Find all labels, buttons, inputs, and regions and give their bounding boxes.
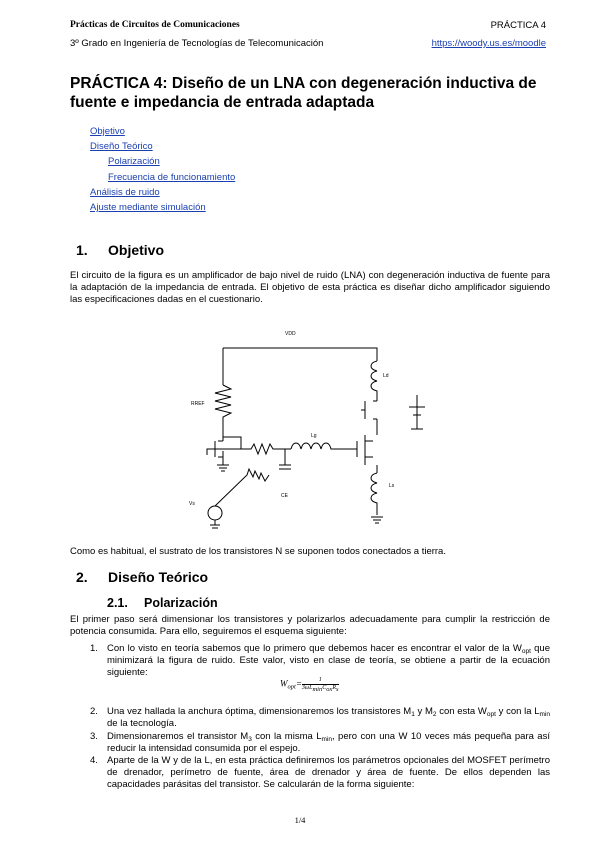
label-ls: Ls <box>389 483 395 489</box>
page-title: PRÁCTICA 4: Diseño de un LNA con degeneración inductiva de fuente e impedancia de entrada adaptada <box>70 75 537 111</box>
label-lg: Lg <box>311 433 317 439</box>
section2-title: Diseño Teórico <box>108 569 209 585</box>
subsection-number: 2.1. <box>107 596 128 610</box>
list-item-number: 1. <box>90 643 98 654</box>
list-item-number: 2. <box>90 706 98 717</box>
list-item-number: 3. <box>90 731 98 742</box>
header-degree: 3º Grado en Ingeniería de Tecnologías de Telecomunicación <box>70 38 324 49</box>
list-item-number: 4. <box>90 755 98 766</box>
header-course: Prácticas de Circuitos de Comunicaciones <box>70 20 240 30</box>
label-vs: Vs <box>189 501 195 507</box>
toc-link-analisis-ruido[interactable]: Análisis de ruido <box>90 186 160 198</box>
header-practice-tag: PRÁCTICA 4 <box>490 20 546 31</box>
section2-paragraph: El primer paso será dimensionar los transistores y polarizarlos adecuadamente para cumplir la restricción de potencia consumida. Para ello, seguiremos el esquema siguiente: <box>70 614 550 638</box>
table-of-contents <box>90 124 235 215</box>
label-ld: Ld <box>383 373 389 379</box>
toc-link-ajuste-simulacion[interactable]: Ajuste mediante simulación <box>90 202 206 214</box>
subsection-title: Polarización <box>144 596 218 610</box>
label-ce: CE <box>281 493 288 499</box>
list-item: Aparte de la W y de la L, en esta práctica definiremos los parámetros opcionales del MOSFET perímetro de drenador, perímetro de fuente, área de drenador y área de fuente. De ellos dependen las capacidades parásitas del transistor. Se calcularán de la forma siguiente: <box>107 755 550 791</box>
section1-title: Objetivo <box>108 242 165 258</box>
figure-caption: Como es habitual, el sustrato de los transistores N se suponen todos conectados a tierra. <box>70 546 446 557</box>
label-rref: RREF <box>191 401 205 407</box>
list-item: Una vez hallada la anchura óptima, dimensionaremos los transistores $M_1$ y $M_2$ con esta $W_{opt}$ y con la $L_{min}$ de la tecnología. <box>107 706 550 730</box>
toc-link-diseno-teorico[interactable]: Diseño Teórico <box>90 141 153 153</box>
section2-number: 2. <box>76 569 88 585</box>
toc-link-frecuencia[interactable]: Frecuencia de funcionamiento <box>108 171 236 183</box>
section1-number: 1. <box>76 242 88 258</box>
section1-paragraph: El circuito de la figura es un amplificador de bajo nivel de ruido (LNA) con degeneración inductiva de fuente para la adaptación de la impedancia de entrada. El objetivo de esta práctica es diseñar dicho amplificador siguiendo las especificaciones dadas en el cuestionario. <box>70 270 550 306</box>
toc-link-objetivo[interactable]: Objetivo <box>90 126 125 137</box>
lna-circuit-figure <box>185 325 445 535</box>
list-item: Dimensionaremos el transistor $M_3$ con la misma $L_{min}$, pero con una W 10 veces más pequeña para así reducir la intensidad consumida por el espejo. <box>107 731 550 755</box>
header-url-link[interactable]: https://woody.us.es/moodle <box>431 38 546 49</box>
label-top: VDD <box>285 331 296 337</box>
page-number: 1/4 <box>294 815 306 825</box>
wopt-formula: $W_{opt}=$ 1 $3\omega L_{min}C_{ox}R_s$ <box>280 677 339 693</box>
toc-link-polarizacion[interactable]: Polarización <box>108 156 160 168</box>
list-item: Con lo visto en teoría sabemos que lo primero que debemos hacer es encontrar el valor de la $W_{opt}$ que minimizará la figura de ruido. Este valor, visto en clase de teoría, se obtiene a partir de la ecuación siguiente: <box>107 643 550 679</box>
